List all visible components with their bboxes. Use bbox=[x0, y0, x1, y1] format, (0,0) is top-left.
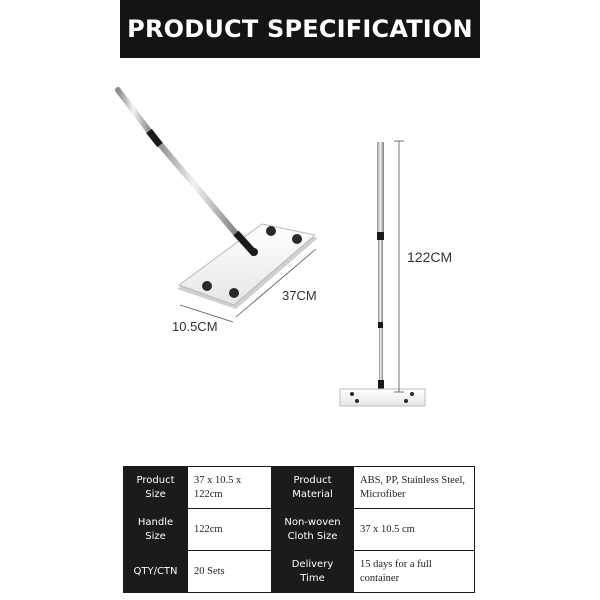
mop-handle-upper bbox=[118, 90, 152, 135]
dimension-width-label: 10.5CM bbox=[172, 319, 218, 334]
table-row bbox=[124, 509, 475, 551]
pad-dot bbox=[410, 392, 414, 396]
spec-value: 37 x 10.5 cm bbox=[354, 509, 475, 551]
pad-dot bbox=[355, 399, 359, 403]
spec-value: 37 x 10.5 x 122cm bbox=[188, 467, 272, 509]
spec-label: Product Material bbox=[272, 467, 354, 509]
spec-value: 20 Sets bbox=[188, 551, 272, 593]
spec-label: Handle Size bbox=[124, 509, 188, 551]
spec-value: ABS, PP, Stainless Steel, Microfiber bbox=[354, 467, 475, 509]
spec-value: 15 days for a full container bbox=[354, 551, 475, 593]
upright-handle-mid bbox=[378, 240, 383, 326]
table-row bbox=[124, 467, 475, 509]
spec-label: Product Size bbox=[124, 467, 188, 509]
pad-dot bbox=[292, 234, 302, 244]
pad-dot bbox=[229, 288, 239, 298]
upright-handle-top bbox=[377, 142, 384, 234]
upright-joint bbox=[378, 322, 383, 328]
pad-dot bbox=[404, 399, 408, 403]
spec-label: QTY/CTN bbox=[124, 551, 188, 593]
upright-mop bbox=[340, 141, 425, 406]
pad-dot bbox=[350, 392, 354, 396]
spec-label: Non-woven Cloth Size bbox=[272, 509, 354, 551]
spec-label: Delivery Time bbox=[272, 551, 354, 593]
mop-handle-lower bbox=[158, 142, 238, 236]
spec-table bbox=[123, 466, 475, 593]
upright-handle-low bbox=[379, 328, 383, 382]
handle-joint bbox=[149, 131, 160, 145]
upright-joint bbox=[377, 232, 384, 240]
product-illustration bbox=[0, 60, 600, 460]
dimension-height-label: 122CM bbox=[407, 249, 453, 265]
spec-value: 122cm bbox=[188, 509, 272, 551]
pad-dot bbox=[266, 226, 276, 236]
upright-pad bbox=[340, 389, 425, 406]
spec-banner bbox=[120, 0, 480, 58]
mop-swivel-base bbox=[250, 248, 258, 256]
banner-title: PRODUCT SPECIFICATION bbox=[127, 15, 473, 43]
dimension-length-label: 37CM bbox=[282, 288, 317, 303]
pad-dot bbox=[202, 281, 212, 291]
table-row bbox=[124, 551, 475, 593]
